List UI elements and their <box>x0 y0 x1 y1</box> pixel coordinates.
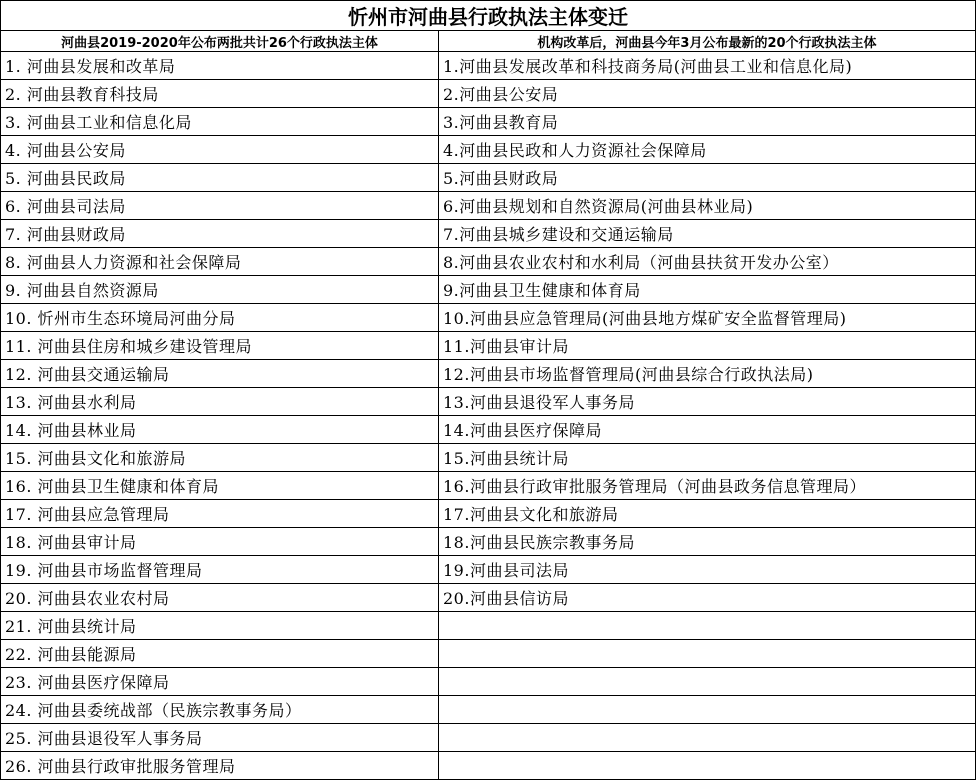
table-row <box>1 584 976 612</box>
table-row <box>1 52 976 80</box>
table-row <box>1 304 976 332</box>
column-header-left: 河曲县2019-2020年公布两批共计26个行政执法主体 <box>1 31 439 52</box>
table-row <box>1 192 976 220</box>
left-cell: 2. 河曲县教育科技局 <box>1 80 439 108</box>
table-row <box>1 248 976 276</box>
left-cell: 26. 河曲县行政审批服务管理局 <box>1 752 439 780</box>
right-cell: 7.河曲县城乡建设和交通运输局 <box>439 220 976 248</box>
right-cell <box>439 612 976 640</box>
right-cell: 10.河曲县应急管理局(河曲县地方煤矿安全监督管理局) <box>439 304 976 332</box>
left-cell: 19. 河曲县市场监督管理局 <box>1 556 439 584</box>
left-cell: 13. 河曲县水利局 <box>1 388 439 416</box>
table-row <box>1 164 976 192</box>
right-cell: 13.河曲县退役军人事务局 <box>439 388 976 416</box>
table-row <box>1 108 976 136</box>
right-cell <box>439 668 976 696</box>
left-cell: 12. 河曲县交通运输局 <box>1 360 439 388</box>
table-row <box>1 332 976 360</box>
table-row <box>1 528 976 556</box>
right-cell: 3.河曲县教育局 <box>439 108 976 136</box>
table-row <box>1 360 976 388</box>
table-row <box>1 472 976 500</box>
table-row <box>1 640 976 668</box>
right-cell <box>439 724 976 752</box>
right-cell: 18.河曲县民族宗教事务局 <box>439 528 976 556</box>
left-cell: 17. 河曲县应急管理局 <box>1 500 439 528</box>
left-cell: 5. 河曲县民政局 <box>1 164 439 192</box>
table-row <box>1 556 976 584</box>
left-cell: 21. 河曲县统计局 <box>1 612 439 640</box>
table-row <box>1 500 976 528</box>
table-row <box>1 136 976 164</box>
left-cell: 7. 河曲县财政局 <box>1 220 439 248</box>
table-row <box>1 724 976 752</box>
table-row <box>1 388 976 416</box>
right-cell: 5.河曲县财政局 <box>439 164 976 192</box>
table-row <box>1 752 976 780</box>
left-cell: 15. 河曲县文化和旅游局 <box>1 444 439 472</box>
left-cell: 8. 河曲县人力资源和社会保障局 <box>1 248 439 276</box>
right-cell <box>439 696 976 724</box>
left-cell: 1. 河曲县发展和改革局 <box>1 52 439 80</box>
right-cell: 20.河曲县信访局 <box>439 584 976 612</box>
right-cell <box>439 752 976 780</box>
right-cell <box>439 640 976 668</box>
left-cell: 11. 河曲县住房和城乡建设管理局 <box>1 332 439 360</box>
left-cell: 3. 河曲县工业和信息化局 <box>1 108 439 136</box>
right-cell: 15.河曲县统计局 <box>439 444 976 472</box>
right-cell: 4.河曲县民政和人力资源社会保障局 <box>439 136 976 164</box>
table-row <box>1 444 976 472</box>
left-cell: 23. 河曲县医疗保障局 <box>1 668 439 696</box>
table-row <box>1 80 976 108</box>
table-body <box>1 52 976 780</box>
right-cell: 19.河曲县司法局 <box>439 556 976 584</box>
table-row <box>1 416 976 444</box>
table-row <box>1 696 976 724</box>
table-row <box>1 276 976 304</box>
right-cell: 1.河曲县发展改革和科技商务局(河曲县工业和信息化局) <box>439 52 976 80</box>
right-cell: 17.河曲县文化和旅游局 <box>439 500 976 528</box>
right-cell: 14.河曲县医疗保障局 <box>439 416 976 444</box>
left-cell: 20. 河曲县农业农村局 <box>1 584 439 612</box>
left-cell: 22. 河曲县能源局 <box>1 640 439 668</box>
left-cell: 10. 忻州市生态环境局河曲分局 <box>1 304 439 332</box>
table-title: 忻州市河曲县行政执法主体变迁 <box>1 1 976 31</box>
left-cell: 9. 河曲县自然资源局 <box>1 276 439 304</box>
left-cell: 14. 河曲县林业局 <box>1 416 439 444</box>
left-cell: 16. 河曲县卫生健康和体育局 <box>1 472 439 500</box>
table-row <box>1 612 976 640</box>
right-cell: 2.河曲县公安局 <box>439 80 976 108</box>
table-row <box>1 220 976 248</box>
right-cell: 16.河曲县行政审批服务管理局（河曲县政务信息管理局） <box>439 472 976 500</box>
right-cell: 9.河曲县卫生健康和体育局 <box>439 276 976 304</box>
column-header-right: 机构改革后，河曲县今年3月公布最新的20个行政执法主体 <box>439 31 976 52</box>
left-cell: 25. 河曲县退役军人事务局 <box>1 724 439 752</box>
right-cell: 11.河曲县审计局 <box>439 332 976 360</box>
header-row <box>1 31 976 52</box>
left-cell: 4. 河曲县公安局 <box>1 136 439 164</box>
right-cell: 6.河曲县规划和自然资源局(河曲县林业局) <box>439 192 976 220</box>
title-row <box>1 1 976 31</box>
right-cell: 8.河曲县农业农村和水利局（河曲县扶贫开发办公室） <box>439 248 976 276</box>
right-cell: 12.河曲县市场监督管理局(河曲县综合行政执法局) <box>439 360 976 388</box>
left-cell: 6. 河曲县司法局 <box>1 192 439 220</box>
left-cell: 18. 河曲县审计局 <box>1 528 439 556</box>
table-row <box>1 668 976 696</box>
left-cell: 24. 河曲县委统战部（民族宗教事务局） <box>1 696 439 724</box>
